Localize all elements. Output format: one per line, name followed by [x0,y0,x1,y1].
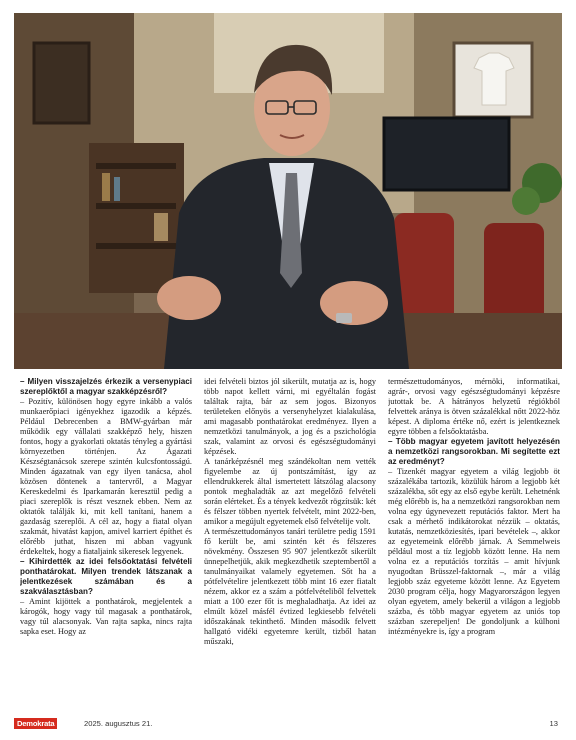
interview-answer: A természettudományos tanári területre pedig 1591 fő került be, ami szintén két és félszeres növekmény. Összesen 95 907 jelentkezőt sikerült ünnepelhetjük, akik megkezdhetik szeptembertől a tanulmányaikat valamely egyetemen. Sőt ha a pótfelvételire jelentkezett több mint 16 ezer fiatalt nézem, akkor ez a szám a pótfelvételiből felvettek miatt a 100 ezer főt is meghaladhatja. Az idei az elmúlt közel másfél évtized legkiesebb felvételi időszakának tekinthető. Minden második felvett hallgató vidéki egyetemre került, tizből hatan műszaki, [204,527,376,647]
interview-answer: – Pozitív, különösen hogy egyre inkább a valós munkaerőpiaci igényekhez igazodik a képzés. Például Debrecenben a BMW-gyárban már működik egy vállalati szakképző hely, hiszen fontos, hogy a gyakorlati oktatás tényleg a gyártási környezetben történjen. Az Ágazati Készségtanácsok szerepe szintén kulcsfontosságú. Minden ágazatnak van egy ilyen tanácsa, ahol közösen döntenek a tantervről, a Magyar Kereskedelmi és Iparkamarán keresztül pedig a piaci szereplők is részt vesznek ebben. Nem az oktatók találják ki, mit kell tanítani, hanem a gazdaság szereplői. A cél az, hogy a fiatal olyan szakmát, hivatást kapjon, amivel karriert építhet és előrébb juthat, hiszen mi abban vagyunk érdekeltek, hogy a fiataljaink sikeresek legyenek. [20,397,192,557]
page-number: 13 [549,719,558,728]
photo-interview-portrait [14,13,562,369]
article-column-1 [20,377,192,711]
interview-answer: – Tizenkét magyar egyetem a világ legjobb öt százalékába tartozik, közülük három a legjobb két százalékba, sőt egy az első egybe került. Lehetnénk még előrébb is, ha a nemzetközi rangsorokban nem volna egy úgynevezett reputációs faktor. Mert ha csak a mérhető indikátorokat nézzük – oktatás, kutatás, nemzetköziesítés, ipari bevételek –, akkor az egyetemeink előrébb járnak. A Semmelweis például most a tíz legjobb között lenne. Ha nem volna ez a reputációs torzítás – amit hívjunk nyugodtan Brüsszel-faktornak –, már a világ legjobb száz egyeteme között lenne. Az Egyetem 2030 program célja, hogy Magyarországon legyen olyan egyetem, amely bekerül a világon a legjobb százba, és több magyar egyetem az uniós top százban szerepeljen! De gondoljunk a külhoni intézményekre is, így a program [388,467,560,637]
interview-question: – Milyen visszajelzés érkezik a versenypiaci szereplőktől a magyar szakképzésről? [20,377,192,397]
interview-answer: A tanárképzésnél meg szándékoltan nem vették figyelembe az új pontszámítást, így az ellendrukkerek által ismertetett látszólag alacsony pontok meghaladták az azt megelőző felvételi során elérteket. És a tények kedvezőt rögzítsük: két és félszer többen nyertek felvételt, mint 2022-ben, amikor a megújult egyetemek első felvételije volt. [204,457,376,527]
interview-answer: természettudományos, mérnöki, informatikai, agrár-, orvosi vagy egészségtudományi képzésre jutottak be. A hátrányos helyzetű régiókból felvettek aránya is ötven százalékkal nőtt 2022-höz képest. A diploma értéke nő, ezért is jelentkeznek egyre többen a felsőoktatásba. [388,377,560,437]
interview-answer: idei felvételi biztos jól sikerült, mutatja az is, hogy több napot kellett várni, mi egyéltalán fogást találtak rajta, bár az sem jogos. Bizonyos területeken előnyös a versenyhelyzet kialakulása, ami magasabb ponthatárokat eredményez. Ilyen a nemzetközi tanulmányok, a jog és a pszichológia szak, valamint az orvosi és egészségtudományi képzések. [204,377,376,457]
interview-question: – Több magyar egyetem javított helyezésén a nemzetközi rangsorokban. Mi segítette ezt az eredményt? [388,437,560,467]
portrait-illustration [14,13,562,369]
issue-date: 2025. augusztus 21. [84,719,153,728]
magazine-logo: Demokrata [14,718,57,729]
article-column-3 [388,377,560,711]
interview-question: – Kihirdették az idei felsőoktatási felvételi ponthatárokat. Milyen trendek látszanak a jelentkezések számában és a szakválasztásban? [20,557,192,597]
interview-answer: – Amint kijöttek a ponthatárok, megjelentek a károgók, hogy vagy túl magasak a ponthatárok, vagy túl alacsonyak. Van rajta sapka, nincs rajta sapka eset. Hogy az [20,597,192,637]
article-column-2 [204,377,376,711]
page-footer [14,718,558,730]
